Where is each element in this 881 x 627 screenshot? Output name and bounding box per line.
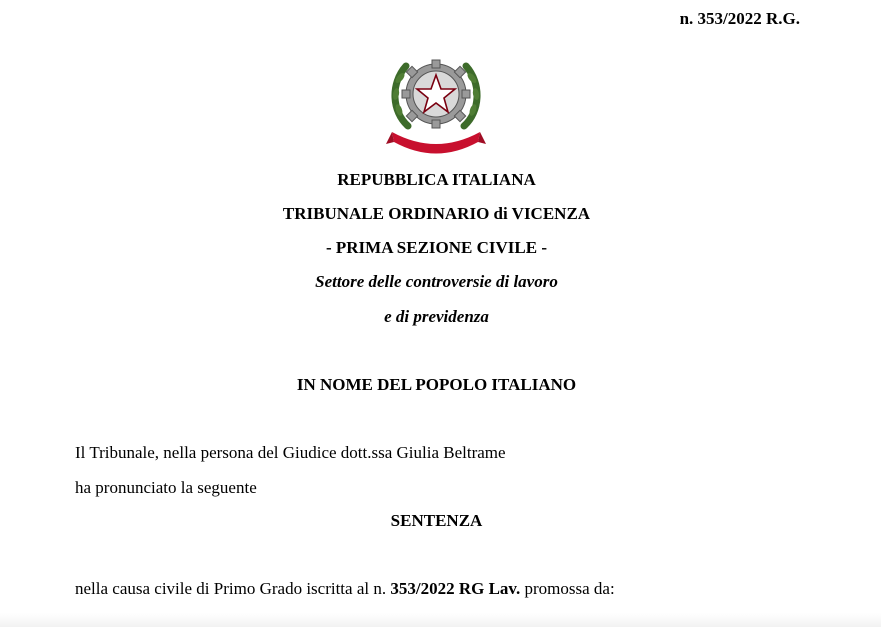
intro-line-1: Il Tribunale, nella persona del Giudice dott.ssa Giulia Beltrame xyxy=(75,443,506,462)
case-number: n. 353/2022 R.G. xyxy=(679,9,800,28)
cause-line xyxy=(75,579,615,599)
italian-republic-emblem-icon xyxy=(386,48,486,156)
cause-prefix: nella causa civile di Primo Grado iscritta al n. xyxy=(75,579,391,598)
cause-suffix: promossa da: xyxy=(520,579,615,598)
title-court: TRIBUNALE ORDINARIO di VICENZA xyxy=(282,204,591,223)
title-republic: REPUBBLICA ITALIANA xyxy=(337,170,536,189)
title-sector-cont: e di previdenza xyxy=(384,307,489,326)
cause-number: 353/2022 RG Lav. xyxy=(390,579,521,598)
page-bottom-shadow xyxy=(0,613,881,627)
title-sector: Settore delle controversie di lavoro xyxy=(315,272,558,291)
formula-heading: IN NOME DEL POPOLO ITALIANO xyxy=(296,375,577,394)
sentence-heading: SENTENZA xyxy=(390,511,483,530)
intro-line-2: ha pronunciato la seguente xyxy=(75,478,257,497)
title-section: - PRIMA SEZIONE CIVILE - xyxy=(325,238,548,257)
